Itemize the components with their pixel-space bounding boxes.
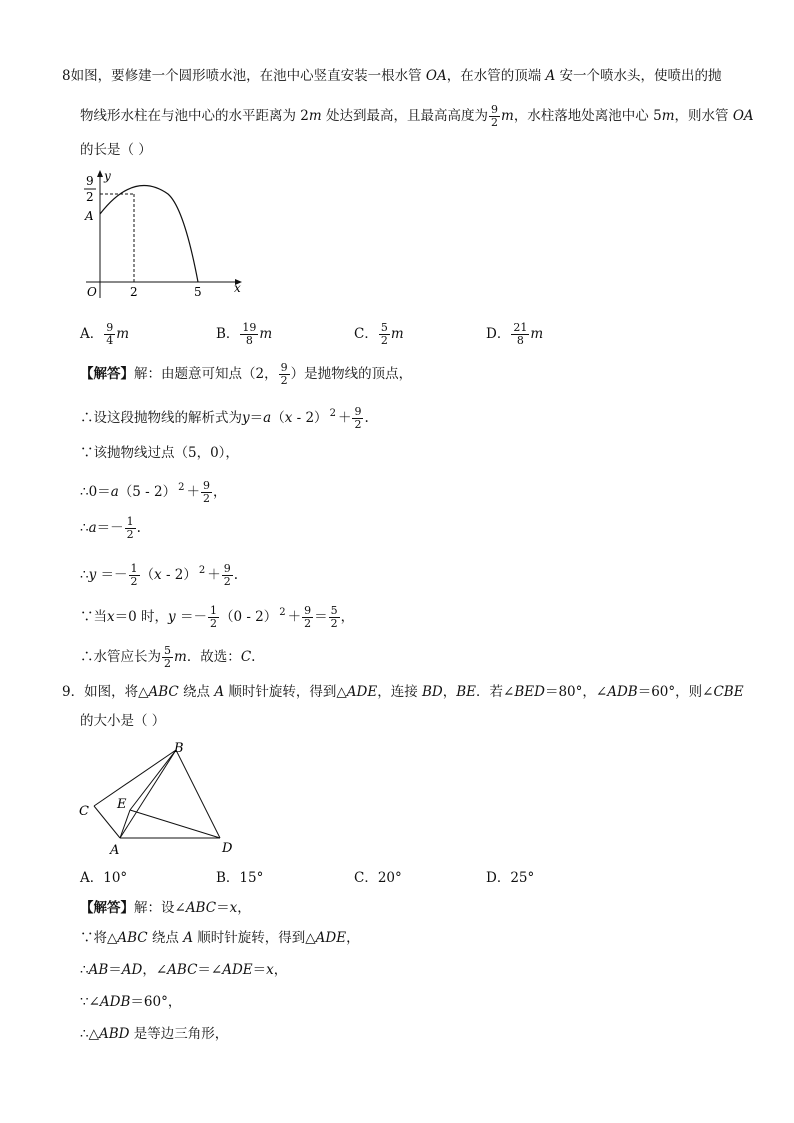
q8-answer-line-1: 【解答】解：由题意可知点（2， $\frac{9}{2}$ ）是抛物线的顶点， — [80, 361, 413, 387]
q8-option-d[interactable]: D． $\frac{21}{8}$ m — [486, 321, 544, 347]
x-tick-2: 2 — [130, 285, 138, 299]
label-c: C — [79, 804, 89, 819]
segment-be — [130, 750, 176, 810]
segment-ab — [120, 750, 176, 838]
q8-line-2: 物线形水柱在与池中心的水平距离为 2m 处达到最高，且最高高度为 $\frac{9}{2}$ m，水柱落地处离池中心 5m，则水管 OA — [80, 103, 754, 129]
q8-answer-line-5: ∴a＝－ $\frac{1}{2}$ . — [80, 515, 141, 541]
y-axis-label: y — [104, 169, 111, 183]
q9-option-d[interactable]: D．25° — [486, 870, 535, 886]
label-d: D — [222, 841, 233, 856]
q8-option-a[interactable]: A． $\frac{9}{4}$ m — [80, 321, 130, 347]
q8-answer-line-6: ∴y ＝－ $\frac{1}{2}$ （x - 2） $^2$ ＋ $\frac{9}{2}$ . — [80, 562, 239, 588]
q9-line-2: 的大小是（ ） — [80, 713, 166, 729]
label-a: A — [110, 843, 120, 858]
rotation-figure — [74, 738, 244, 860]
q8-line-1: 8如图，要修建一个圆形喷水池，在池中心竖直安装一根水管 OA，在水管的顶端 A 安一个喷水头，使喷出的抛 — [62, 68, 722, 84]
point-a-label: A — [85, 209, 94, 223]
q8-option-c[interactable]: C． $\frac{5}{2}$ m — [354, 321, 404, 347]
q9-answer-line-2: ∵将△ABC 绕点 A 顺时针旋转，得到△ADE， — [80, 930, 360, 946]
q9-answer-line-5: ∴△ABD 是等边三角形， — [80, 1026, 229, 1042]
label-b: B — [174, 741, 184, 756]
y-axis-arrow — [97, 170, 103, 177]
q9-line-1: 9．如图，将△ABC 绕点 A 顺时针旋转，得到△ADE，连接 BD，BE．若∠BED＝80°，∠ADB＝60°，则∠CBE — [62, 684, 744, 700]
x-tick-5: 5 — [194, 285, 202, 299]
segment-ed — [130, 810, 220, 838]
q9-answer-line-3: ∴AB＝AD，∠ABC＝∠ADE＝x， — [80, 962, 288, 978]
q8-answer-line-3: ∵该抛物线过点（5，0）， — [80, 445, 239, 461]
q9-option-c[interactable]: C．20° — [354, 870, 402, 886]
q8-line-3: 的长是（ ） — [80, 142, 152, 158]
y-top-denominator: 2 — [86, 190, 94, 204]
q8-answer-line-4: ∴0＝a（5 - 2） $^2$ ＋ $\frac{9}{2}$ ， — [80, 479, 227, 505]
q9-option-b[interactable]: B．15° — [216, 870, 264, 886]
max-height-fraction: $\frac{9}{2}$ — [491, 103, 498, 129]
origin-label: O — [87, 285, 97, 299]
parabola-curve — [100, 186, 198, 282]
segment-cb — [94, 750, 176, 806]
q8-option-b[interactable]: B． $\frac{19}{8}$ m — [216, 321, 273, 347]
q8-answer-line-7: ∵当x＝0 时，y ＝－ $\frac{1}{2}$ （0 - 2） $^2$ ＋ $\frac{9}{2}$ ＝ $\frac{5}{2}$ ， — [80, 604, 355, 630]
q9-answer-line-1: 【解答】解：设∠ABC＝x， — [80, 900, 251, 916]
segment-bd — [176, 750, 220, 838]
q9-answer-line-4: ∵∠ADB＝60°， — [80, 994, 182, 1010]
q9-option-a[interactable]: A．10° — [80, 870, 128, 886]
x-axis-label: x — [234, 281, 241, 295]
q8-answer-line-8: ∴水管应长为 $\frac{5}{2}$ m．故选：C. — [80, 644, 256, 670]
parabola-graph — [74, 168, 254, 304]
label-e: E — [117, 797, 127, 812]
y-top-numerator: 9 — [86, 174, 94, 188]
q8-answer-line-2: ∴设这段抛物线的解析式为y＝a（x - 2） $^2$ ＋ $\frac{9}{2}$ . — [80, 405, 369, 431]
